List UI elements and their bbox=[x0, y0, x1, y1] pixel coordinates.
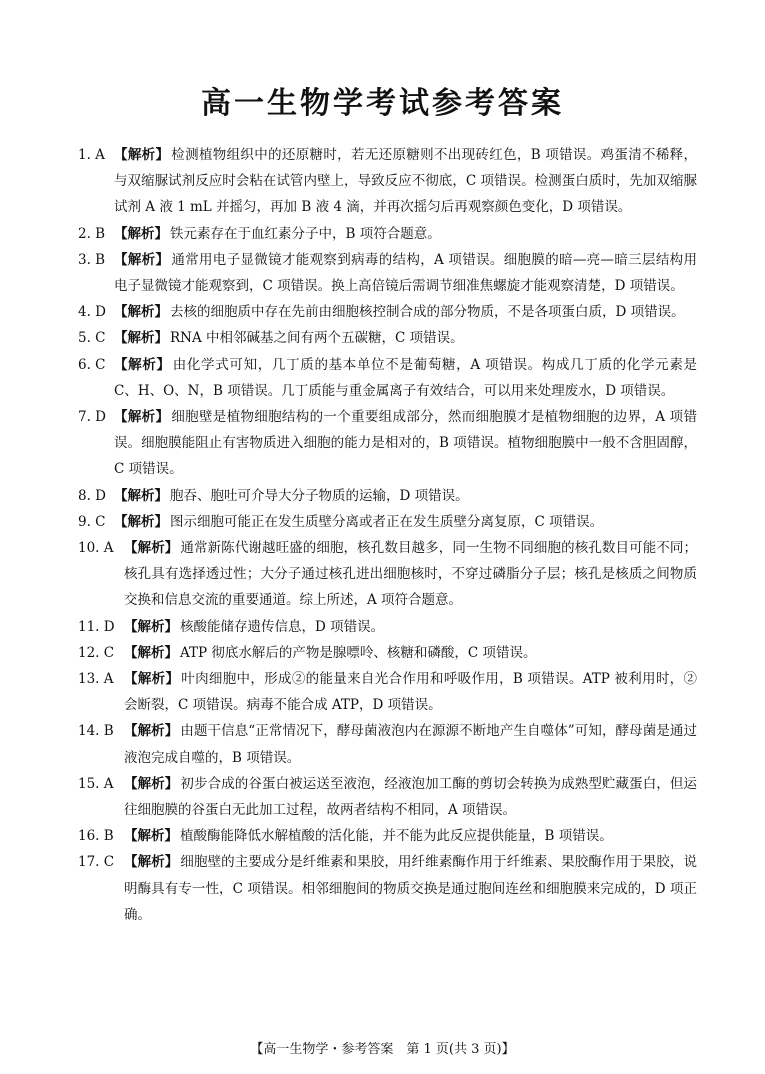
explanation-text: 去核的细胞质中存在先前由细胞核控制合成的部分物质，不是各项蛋白质，D 项错误。 bbox=[170, 304, 685, 321]
analysis-tag: 【解析】 bbox=[114, 225, 168, 242]
answer-explanation bbox=[114, 221, 697, 247]
answer-list bbox=[78, 142, 697, 928]
answer-explanation bbox=[124, 535, 697, 614]
explanation-text: 细胞壁的主要成分是纤维素和果胶，用纤维素酶作用于纤维素、果胶酶作用于果胶，说明酶具有专一性，C 项错误。相邻细胞间的物质交换是通过胞间连丝和细胞膜来完成的，D 项正确。 bbox=[124, 854, 697, 923]
analysis-tag: 【解析】 bbox=[114, 330, 168, 347]
explanation-text: 由化学式可知，几丁质的基本单位不是葡萄糖，A 项错误。构成几丁质的化学元素是 C、H、O、N，B 项错误。几丁质能与重金属离子有效结合，可以用来处理废水，D 项错误。 bbox=[114, 356, 698, 399]
answer-number: 14. B bbox=[78, 723, 114, 740]
explanation-text: 通常用电子显微镜才能观察到病毒的结构，A 项错误。细胞膜的暗—亮—暗三层结构用电子显微镜才能观察到，C 项错误。换上高倍镜后需调节细准焦螺旋才能观察清楚，D 项错误。 bbox=[114, 251, 697, 295]
explanation-text: 铁元素存在于血红素分子中，B 项符合题意。 bbox=[170, 225, 441, 242]
answer-number: 4. D bbox=[78, 304, 106, 321]
explanation-text: 胞吞、胞吐可介导大分子物质的运输，D 项错误。 bbox=[170, 487, 469, 504]
analysis-tag: 【解析】 bbox=[124, 828, 178, 845]
analysis-tag: 【解析】 bbox=[124, 671, 180, 688]
explanation-text: 细胞壁是植物细胞结构的一个重要组成部分，然而细胞膜才是植物细胞的边界，A 项错误。细胞膜能阻止有害物质进入细胞的能力是相对的，B 项错误。植物细胞膜中一般不含胆固醇，C 项错误。 bbox=[114, 409, 697, 478]
answer-number: 2. B bbox=[78, 225, 106, 242]
answer-number: 7. D bbox=[78, 409, 106, 426]
analysis-tag: 【解析】 bbox=[124, 540, 179, 557]
answer-item bbox=[78, 535, 697, 614]
explanation-text: 由题干信息“正常情况下，酵母菌液泡内在源源不断地产生自噬体”可知，酵母菌是通过液泡完成自噬的，B 项错误。 bbox=[124, 723, 697, 766]
answer-item bbox=[78, 823, 697, 849]
explanation-text: 核酸能储存遗传信息，D 项错误。 bbox=[180, 618, 385, 635]
explanation-text: RNA 中相邻碱基之间有两个五碳糖，C 项错误。 bbox=[170, 330, 464, 347]
analysis-tag: 【解析】 bbox=[124, 618, 178, 635]
analysis-tag: 【解析】 bbox=[124, 723, 179, 740]
analysis-tag: 【解析】 bbox=[114, 304, 168, 321]
answer-explanation bbox=[114, 509, 697, 535]
answer-number: 9. C bbox=[78, 513, 106, 530]
answer-explanation bbox=[124, 640, 697, 666]
explanation-text: 初步合成的谷蛋白被运送至液泡，经液泡加工酶的剪切会转换为成熟型贮藏蛋白，但运往细胞膜的谷蛋白无此加工过程，故两者结构不相同，A 项错误。 bbox=[124, 775, 697, 819]
analysis-tag: 【解析】 bbox=[124, 644, 178, 661]
answer-number: 5. C bbox=[78, 330, 106, 347]
answer-explanation bbox=[114, 299, 697, 325]
answer-number: 8. D bbox=[78, 487, 106, 504]
answer-item bbox=[78, 849, 697, 928]
answer-item bbox=[78, 614, 697, 640]
answer-explanation bbox=[124, 823, 697, 849]
answer-number: 15. A bbox=[78, 775, 114, 792]
answer-item bbox=[78, 142, 697, 221]
answer-explanation bbox=[124, 849, 697, 928]
analysis-tag: 【解析】 bbox=[114, 251, 170, 268]
answer-item bbox=[78, 221, 697, 247]
answer-explanation bbox=[114, 247, 697, 299]
answer-item bbox=[78, 299, 697, 325]
analysis-tag: 【解析】 bbox=[124, 854, 179, 871]
answer-item bbox=[78, 247, 697, 299]
answer-item bbox=[78, 771, 697, 823]
analysis-tag: 【解析】 bbox=[124, 775, 179, 792]
answer-item bbox=[78, 509, 697, 535]
answer-number: 12. C bbox=[78, 644, 115, 661]
answer-item bbox=[78, 483, 697, 509]
answer-explanation bbox=[114, 352, 697, 404]
answer-explanation bbox=[114, 325, 697, 351]
answer-number: 10. A bbox=[78, 540, 114, 557]
answer-item bbox=[78, 718, 697, 770]
analysis-tag: 【解析】 bbox=[114, 513, 168, 530]
answer-number: 1. A bbox=[78, 147, 105, 163]
analysis-tag: 【解析】 bbox=[114, 147, 170, 163]
explanation-text: 检测植物组织中的还原糖时，若无还原糖则不出现砖红色，B 项错误。鸡蛋清不稀释，与双缩脲试剂反应时会粘在试管内壁上，导致反应不彻底，C 项错误。检测蛋白质时，先加双缩脲试剂 A 液 1 mL 并摇匀，再加 B 液 4 滴，并再次摇匀后再观察颜色变化，D 项错误。 bbox=[114, 147, 697, 216]
explanation-text: 叶肉细胞中，形成②的能量来自光合作用和呼吸作用，B 项错误。ATP 被利用时，②会断裂，C 项错误。病毒不能合成 ATP，D 项错误。 bbox=[124, 671, 698, 714]
answer-explanation bbox=[114, 404, 697, 483]
answer-explanation bbox=[124, 771, 697, 823]
answer-explanation bbox=[124, 614, 697, 640]
page-title: 高一生物学考试参考答案 bbox=[201, 86, 564, 121]
answer-number: 11. D bbox=[78, 618, 115, 635]
explanation-text: 植酸酶能降低水解植酸的活化能，并不能为此反应提供能量，B 项错误。 bbox=[180, 828, 613, 845]
answer-explanation bbox=[114, 142, 697, 221]
page-footer: 【高一生物学・参考答案 第 1 页(共 3 页)】 bbox=[250, 1042, 515, 1057]
explanation-text: 通常新陈代谢越旺盛的细胞，核孔数目越多，同一生物不同细胞的核孔数目可能不同；核孔具有选择透过性；大分子通过核孔进出细胞核时，不穿过磷脂分子层；核孔是核质之间物质交换和信息交流的重要通道。综上所述，A 项符合题意。 bbox=[124, 540, 697, 609]
analysis-tag: 【解析】 bbox=[114, 356, 171, 373]
answer-number: 13. A bbox=[78, 671, 114, 688]
answer-number: 3. B bbox=[78, 251, 106, 268]
analysis-tag: 【解析】 bbox=[114, 409, 170, 426]
answer-item bbox=[78, 325, 697, 351]
answer-item bbox=[78, 404, 697, 483]
answer-number: 6. C bbox=[78, 356, 106, 373]
answer-item bbox=[78, 666, 697, 718]
answer-explanation bbox=[124, 666, 697, 718]
answer-explanation bbox=[114, 483, 697, 509]
analysis-tag: 【解析】 bbox=[114, 487, 168, 504]
explanation-text: 图示细胞可能正在发生质壁分离或者正在发生质壁分离复原，C 项错误。 bbox=[170, 513, 604, 530]
explanation-text: ATP 彻底水解后的产物是腺嘌呤、核糖和磷酸，C 项错误。 bbox=[180, 644, 537, 661]
answer-number: 17. C bbox=[78, 854, 115, 871]
answer-explanation bbox=[124, 718, 697, 770]
answer-number: 16. B bbox=[78, 828, 114, 845]
answer-item bbox=[78, 640, 697, 666]
answer-item bbox=[78, 352, 697, 404]
